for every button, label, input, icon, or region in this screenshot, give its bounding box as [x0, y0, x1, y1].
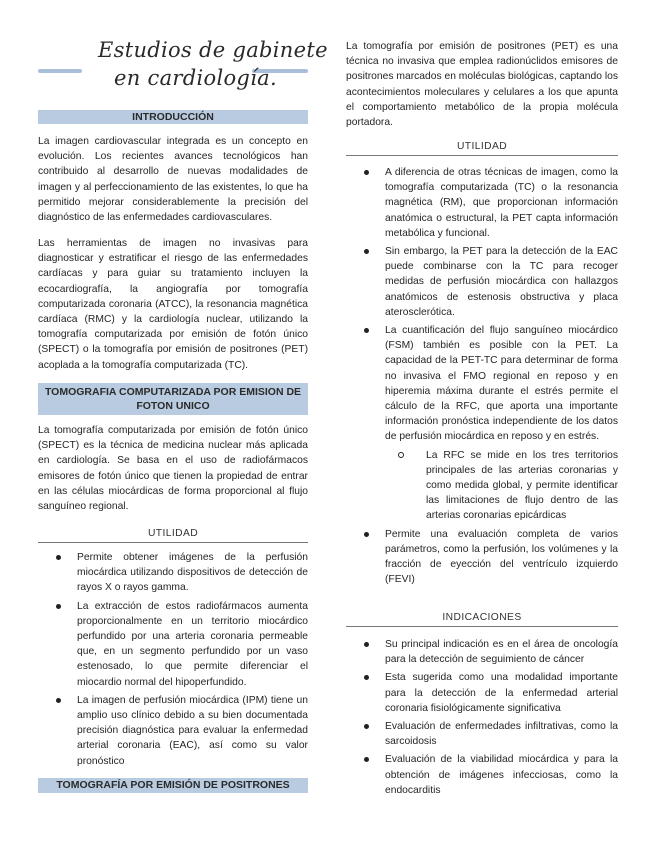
- bullet-icon: [364, 328, 369, 333]
- pet-utilidad-heading: UTILIDAD: [346, 141, 618, 156]
- bullet-icon: [364, 532, 369, 537]
- intro-paragraph-2: Las herramientas de imagen no invasivas para diagnosticar y estratificar el riesgo de las enfermedades cardíacas y para guiar su tratamiento incluyen la ecocardiografía, la angiografía por tomografía computarizada coronaria (ATCC), la resonancia magnética cardíaca (RMC) y la cardiología nuclear, utilizando la tomografía computarizada por emisión de fotón único (SPECT) o la tomografía por emisión de positrones (PET) acoplada a la tomografía computarizada (TC).: [38, 238, 308, 371]
- bullet-icon: [56, 698, 61, 703]
- list-item: Su principal indicación es en el área de oncología para la detección de seguimiento de cáncer: [346, 637, 618, 667]
- bullet-icon: [364, 642, 369, 647]
- list-item: Evaluación de la viabilidad miocárdica y para la obtención de imágenes infecciosas, como la endocarditis: [346, 752, 618, 798]
- pet-intro-paragraph: La tomografía por emisión de positrones (PET) es una técnica no invasiva que emplea radionúclidos emisores de positrones marcados en moléculas biológicas, captando los acontecimientos moleculares y celulares a los que apunta el comportamiento metabólico de la propia molécula portadora.: [346, 41, 618, 129]
- section-heading-spect: TOMOGRAFIA COMPUTARIZADA POR EMISION DE FOTON UNICO: [38, 383, 308, 415]
- pet-indicaciones-list: [346, 637, 618, 801]
- sub-bullet-icon: [398, 452, 404, 458]
- spect-utilidad-list: [38, 550, 308, 772]
- intro-paragraph-1: La imagen cardiovascular integrada es un concepto en evolución. Los recientes avances tecnológicos han contribuido al desarrollo de nuevas modalidades de imagen y al perfeccionamiento de las existentes, lo que ha permitido mejorar considerablemente la precisión del diagnóstico de las enfermedades cardiovasculares.: [38, 136, 308, 224]
- title-line-1: Estudios de gabinete: [98, 38, 328, 62]
- list-item: Esta sugerida como una modalidad importante para la detección de la enfermedad arterial coronaria fisiológicamente significativa: [346, 670, 618, 716]
- title-line-2: en cardiología.: [114, 66, 277, 90]
- list-item: La cuantificación del flujo sanguíneo miocárdico (FSM) también es posible con la PET. La capacidad de la PET-TC para determinar de forma no invasiva el FMO regional en reposo y en hiperemia máxima durante el estrés permite el cálculo de la RFC, que aporta una importante información pronóstica independiente de los datos de perfusión miocárdica en reposo y en estrés.: [346, 323, 618, 445]
- bullet-icon: [364, 757, 369, 762]
- list-item: Evaluación de enfermedades infiltrativas, como la sarcoidosis: [346, 719, 618, 749]
- bullet-icon: [56, 604, 61, 609]
- list-item: A diferencia de otras técnicas de imagen, como la tomografía computarizada (TC) o la resonancia magnética (RM), que proporcionan información anatómica o estructural, la PET capta información metabólica y funcional.: [346, 165, 618, 241]
- list-item: Permite una evaluación completa de varios parámetros, como la perfusión, los volúmenes y la fracción de eyección del ventrículo izquierdo (FEVI): [346, 527, 618, 588]
- bullet-icon: [364, 170, 369, 175]
- section-heading-pet: TOMOGRAFÍA POR EMISIÓN DE POSITRONES: [38, 778, 308, 793]
- pet-indicaciones-heading: INDICACIONES: [346, 612, 618, 627]
- spect-paragraph: La tomografía computarizada por emisión de fotón único (SPECT) es la técnica de medicina nuclear más aplicada en cardiología. Se basa en el uso de radiofármacos emisores de fotón único que tienen la propiedad de entrar en las células miocárdicas de forma proporcional al flujo sanguíneo regional.: [38, 425, 308, 513]
- bullet-icon: [364, 675, 369, 680]
- list-item: Sin embargo, la PET para la detección de la EAC puede combinarse con la TC para recoger medidas de perfusión miocárdica con hallazgos anatómicos de estenosis obstructiva y placa aterosclerótica.: [346, 244, 618, 320]
- sub-list-item: La RFC se mide en los tres territorios principales de las arterias coronarias y como medida global, y permite identificar las limitaciones de flujo dentro de las arterias coronarias epicárdicas: [346, 448, 618, 524]
- list-item: La imagen de perfusión miocárdica (IPM) tiene un amplio uso clínico debido a su bien documentada precisión diagnóstica para evaluar la enfermedad arterial coronaria (EAC), así como su valor pronóstico: [38, 693, 308, 769]
- spect-utilidad-heading: UTILIDAD: [38, 528, 308, 543]
- bullet-icon: [364, 249, 369, 254]
- pet-utilidad-list: [346, 165, 618, 590]
- page-title: [38, 38, 328, 102]
- list-item: Permite obtener imágenes de la perfusión miocárdica utilizando dispositivos de detección de rayos X o rayos gamma.: [38, 550, 308, 596]
- bullet-icon: [364, 724, 369, 729]
- section-heading-introduccion: INTRODUCCIÓN: [38, 110, 308, 124]
- title-accent-bar: [38, 69, 82, 73]
- bullet-icon: [56, 555, 61, 560]
- list-item: La extracción de estos radiofármacos aumenta proporcionalmente en un territorio miocárdico perfundido por una arteria coronaria permeable que, en un segmento perfundido por un vaso estenosado, lo que permite diferenciar el miocardio normal del hipoperfundido.: [38, 599, 308, 690]
